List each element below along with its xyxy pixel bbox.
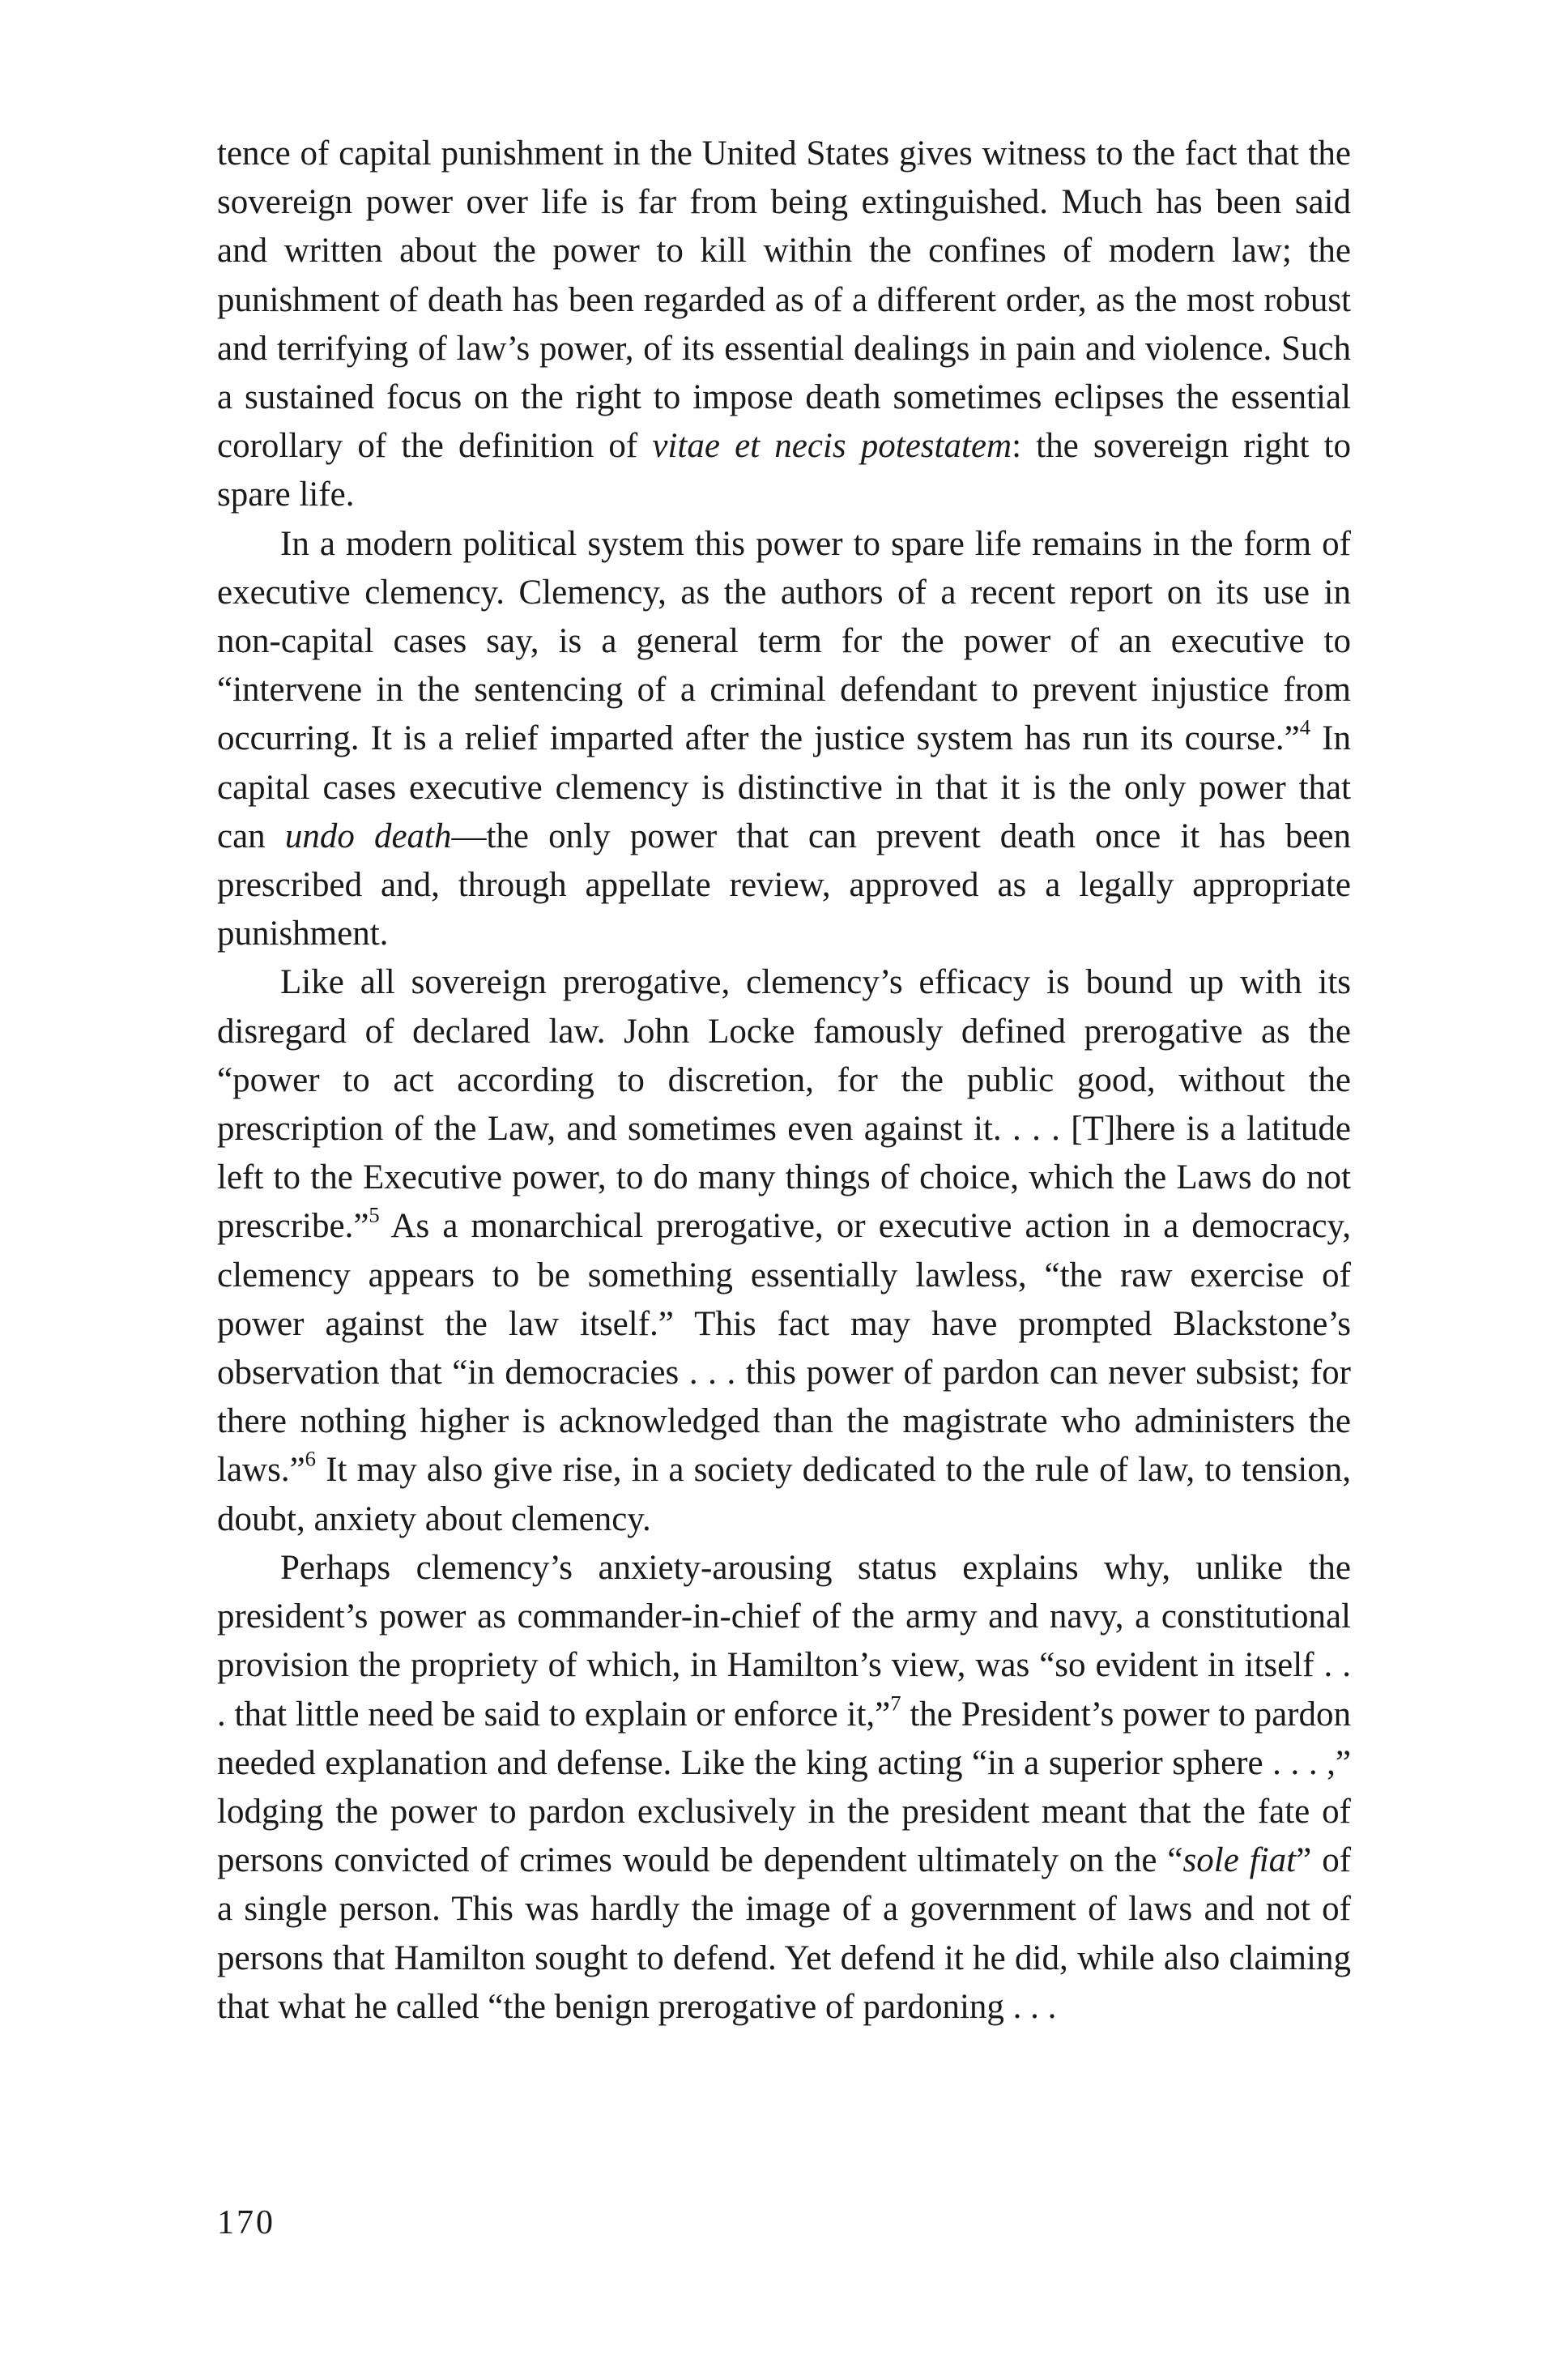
paragraph-3 xyxy=(217,958,1351,1543)
paragraph-4 xyxy=(217,1544,1351,2032)
page-number: 170 xyxy=(217,2204,275,2241)
text-segment: —the only power that can prevent death once it has been prescribed and, through appellate review, approved as a legally appropriate punishment. xyxy=(217,817,1351,953)
paragraph-2 xyxy=(217,520,1351,959)
text-segment: It may also give rise, in a society dedicated to the rule of law, to tension, doubt, anxiety about clemency. xyxy=(217,1451,1351,1538)
footnote-marker: 5 xyxy=(369,1202,380,1227)
italic-text: sole fiat xyxy=(1182,1841,1297,1880)
footnote-marker: 7 xyxy=(890,1690,901,1715)
footnote-marker: 6 xyxy=(305,1446,316,1471)
text-segment: Like all sovereign prerogative, clemency’s efficacy is bound up with its disregard of declared law. John Locke famously defined prerogative as the “power to act according to discretion, for the public good, without the prescription of the Law, and sometimes even against it. . . . [T]here is a latitude left to the Executive power, to do many things of choice, which the Laws do not prescribe.” xyxy=(217,963,1351,1246)
text-segment: In a modern political system this power to spare life remains in the form of executive clemency. Clemency, as the authors of a recent report on its use in non-capital cases say, is a general term for the power of an executive to “intervene in the sentencing of a criminal defendant to prevent injustice from occurring. It is a relief imparted after the justice system has run its course.” xyxy=(217,524,1351,758)
text-segment: ” of a single person. This was hardly the image of a government of laws and not of persons that Hamilton sought to defend. Yet defend it he did, while also claiming that what he called “the benign prerogative of pardoning . . . xyxy=(217,1841,1352,2026)
paragraph-1 xyxy=(217,130,1351,520)
text-segment: : the sovereign right to spare life. xyxy=(217,427,1351,514)
text-segment: the President’s power to pardon needed explanation and defense. Like the king acting “in a superior sphere . . . ,” lodging the power to pardon exclusively in the president meant that the fate of persons convicted of crimes would be dependent ultimately on the “ xyxy=(217,1695,1351,1880)
text-segment: tence of capital punishment in the United States gives witness to the fact that the sovereign power over life is far from being extinguished. Much has been said and written about the power to kill within the confines of modern law; the punishment of death has been regarded as of a different order, as the most robust and terrifying of law’s power, of its essential dealings in pain and violence. Such a sustained focus on the right to impose death sometimes eclipses the essential corollary of the definition of xyxy=(217,134,1351,466)
footnote-marker: 4 xyxy=(1299,714,1311,740)
text-segment: As a monarchical prerogative, or executive action in a democracy, clemency appears to be something essentially lawless, “the raw exercise of power against the law itself.” This fact may have prompted Blackstone’s observation that “in democracies . . . this power of pardon can never subsist; for there nothing higher is acknowledged than the magistrate who administers the laws.” xyxy=(217,1207,1351,1490)
text-segment: Perhaps clemency’s anxiety-arousing status explains why, unlike the president’s power as commander-in-chief of the army and navy, a constitutional provision the propriety of which, in Hamilton’s view, was “so evident in itself . . . that little need be said to explain or enforce it,” xyxy=(217,1548,1351,1734)
italic-text: vitae et necis potestatem xyxy=(652,427,1012,466)
body-text xyxy=(217,130,1351,2032)
text-segment: In capital cases executive clemency is distinctive in that it is the only power that can xyxy=(217,719,1351,855)
italic-text: undo death xyxy=(284,817,452,855)
